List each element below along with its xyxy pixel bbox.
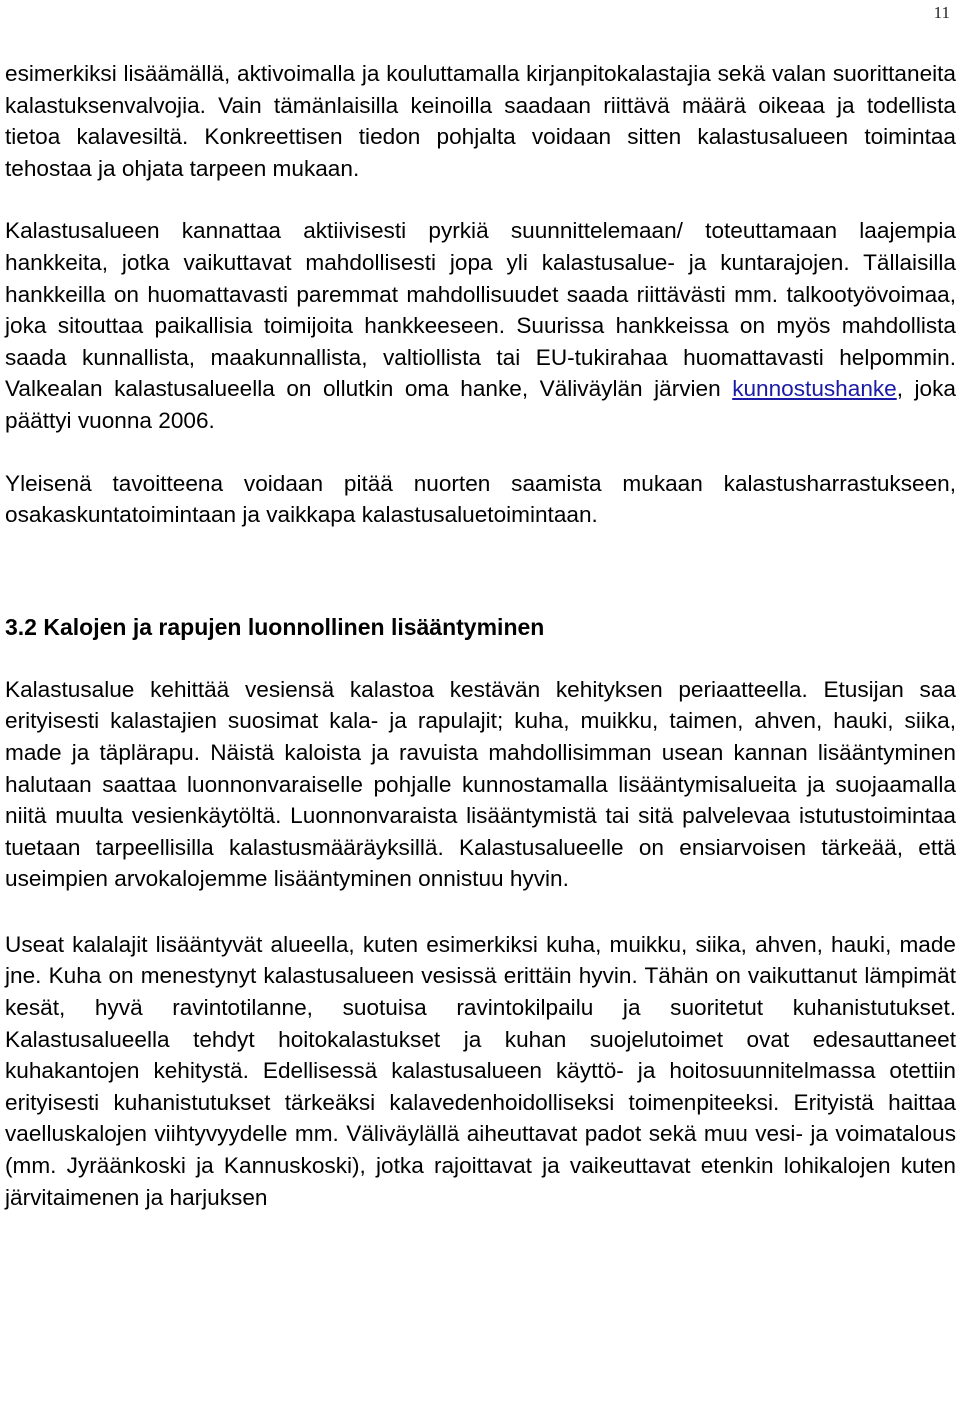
kunnostushanke-link[interactable]: kunnostushanke <box>732 376 897 402</box>
paragraph-5: Useat kalalajit lisääntyvät alueella, kuten esimerkiksi kuha, muikku, siika, ahven, hauki, made jne. Kuha on menestynyt kalastusalueen vesissä erittäin hyvin. Tähän on vaikuttanut lämpimät kesät, hyvä ravintotilanne, suotuisa ravintokilpailu ja suoritetut kuhanistutukset. Kalastusalueella tehdyt hoitokalastukset ja kuhan suojelutoimet ovat edesauttaneet kuhakantojen kehitystä. Edellisessä kalastusalueen käyttö- ja hoitosuunnitelmassa otettiin erityisesti kuhanistutukset tärkeäksi kalavedenhoidolliseksi toimenpiteeksi. Erityistä haittaa vaelluskalojen viihtyvyydelle mm. Väliväylällä aiheuttavat padot sekä muu vesi- ja voimatalous (mm. Jyräänkoski ja Kannuskoski), jotka rajoittavat ja vaikeuttavat etenkin lohikalojen kuten järvitaimenen ja harjuksen <box>5 931 956 1210</box>
page-number: 11 <box>933 3 950 22</box>
paragraph-2 <box>5 215 956 436</box>
paragraph-3: Yleisenä tavoitteena voidaan pitää nuorten saamista mukaan kalastusharrastukseen, osakaskuntatoimintaan ja vaikkapa kalastusaluetoimintaan. <box>5 470 956 528</box>
document-body <box>5 58 956 1248</box>
section-heading: 3.2 Kalojen ja rapujen luonnollinen lisääntyminen <box>5 613 545 640</box>
paragraph-1: esimerkiksi lisäämällä, aktivoimalla ja kouluttamalla kirjanpitokalastajia sekä valan suorittaneita kalastuksenvalvojia. Vain tämänlaisilla keinoilla saadaan riittävä määrä oikeaa ja todellista tietoa kalavesiltä. Konkreettisen tiedon pohjalta voidaan sitten kalastusalueen toimintaa tehostaa ja ohjata tarpeen mukaan. <box>5 61 956 181</box>
paragraph-2-text-start: Kalastusalueen kannattaa aktiivisesti pyrkiä suunnittelemaan/ toteuttamaan laajempia hankkeita, jotka vaikuttavat mahdollisesti jopa yli kalastusalue- ja kuntarajojen. Tällaisilla hankkeilla on huomattavasti paremmat mahdollisuudet saada riittävästi mm. talkootyövoimaa, joka sitouttaa paikallisia toimijoita hankkeeseen. Suurissa hankkeissa on myös mahdollista saada kunnallista, maakunnallista, valtiollista tai EU-tukirahaa huomattavasti helpommin. Valkealan kalastusalueella on ollutkin oma hanke, Väliväylän järvien <box>5 218 956 402</box>
paragraph-2-text-end: , joka päättyi vuonna 2006. <box>5 376 956 433</box>
paragraph-4: Kalastusalue kehittää vesiensä kalastoa kestävän kehityksen periaatteella. Etusijan saa erityisesti kalastajien suosimat kala- ja rapulajit; kuha, muikku, taimen, ahven, hauki, siika, made ja täplärapu. Näistä kaloista ja ravuista mahdollisimman usean kannan lisääntyminen halutaan saattaa luonnonvaraiselle pohjalle kunnostamalla lisääntymisalueita ja suojaamalla niitä muulta vesienkäytöltä. Luonnonvaraista lisääntymistä tai sitä palvelevaa istutustoimintaa tuetaan tarpeellisilla kalastusmääräyksillä. Kalastusalueelle on ensiarvoisen tärkeää, että useimpien arvokalojemme lisääntyminen onnistuu hyvin. <box>5 676 956 892</box>
